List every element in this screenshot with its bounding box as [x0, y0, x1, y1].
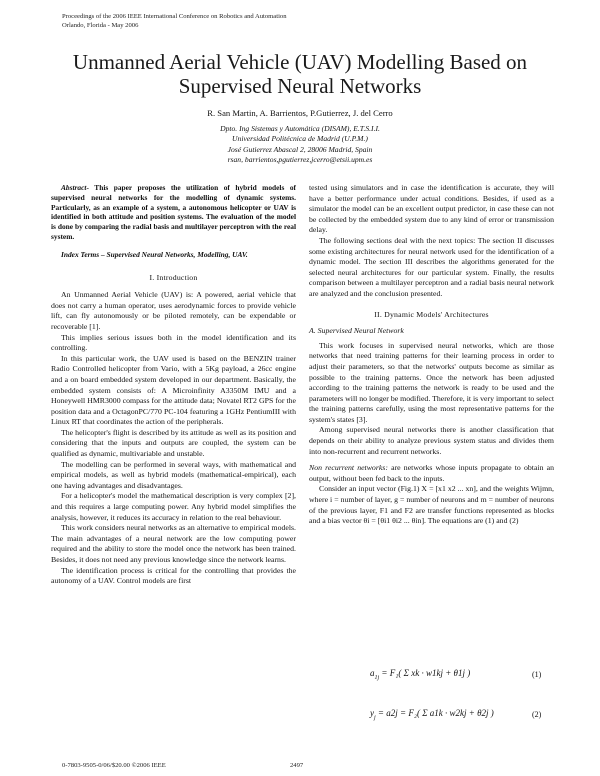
- paragraph: This work focuses in supervised neural networks, which are those networks that need training patterns for their learning process in order to adjust their parameters, so that the networks' outputs become as similar as possible to the training patterns. Once the network has been adjusted according to the training patterns the network is ready to be used and the parameters will no longer be modified. Therefore, it is very important to select the training patterns carefully, using the most representative patterns for the system's states [3].: [309, 340, 554, 424]
- index-terms: Index Terms – Supervised Neural Networks, Modelling, UAV.: [61, 249, 248, 259]
- equation-lhs: a: [370, 668, 375, 678]
- affiliation-line: Dpto. Ing Sistemas y Automática (DISAM), E.T.S.I.I.: [220, 124, 380, 133]
- paragraph: An Unmanned Aerial Vehicle (UAV) is: A powered, aerial vehicle that does not carry a human operator, uses aerodynamic forces to provide vehicle lift, can fly autonomously or be piloted remotely, can be expendable or recoverable [1].: [51, 290, 296, 331]
- location-line: Orlando, Florida - May 2006: [62, 22, 139, 29]
- paper-title: Unmanned Aerial Vehicle (UAV) Modelling Based on Supervised Neural Networks: [72, 50, 528, 98]
- equation-sub: 1j: [374, 674, 380, 681]
- paragraph: [309, 463, 554, 484]
- proceedings-header: [62, 12, 287, 30]
- paragraph: In this particular work, the UAV used is based on the BENZIN trainer Radio Controlled helicopter from Vario, with a 5Kg payload, a 26cc engine and a on board embedded system developed in our department. Basically, the embedded system consists of: A Microinfinity A3350M IMU and a Honeywell HMR3000 compass for the attitude data; Novatel RT2 GPS for the position data and a OctagonPC/770 PC-104 featuring a 1GHz PentiumIII with Linux RT that coordinates the action of the peripherals.: [51, 353, 296, 427]
- equation-sub: j: [374, 714, 376, 721]
- page-number: 2497: [290, 762, 304, 769]
- abstract-label: Abstract-: [61, 183, 89, 192]
- paragraph-text: are networks whose inputs propagate to obtain an output, without been fed back to the inputs.: [309, 463, 555, 483]
- paragraph: The helicopter's flight is described by its attitude as well as its position and considering that the inputs and outputs are coupled, the system can be qualified as dynamic, multivariable and unstable.: [51, 427, 296, 459]
- author-list: R. San Martin, A. Barrientos, P.Gutierrez, J. del Cerro: [207, 108, 393, 118]
- paragraph: The identification process is critical for the controlling that provides the autonomy of a UAV. Control models are first: [51, 565, 296, 586]
- paragraph: For a helicopter's model the mathematical description is very complex [2], and this requires a large computing power. Any hybrid model simplifies the analysis, however, it reduces its accuracy in relation to the real behaviour.: [51, 491, 296, 522]
- equation-lhs: y: [370, 708, 374, 718]
- equation-number: (2): [532, 710, 542, 719]
- section-heading-models: II. Dynamic Models' Architectures: [374, 309, 489, 319]
- paragraph: The modelling can be performed in several ways, with mathematical and empirical models, as well as hybrid models (mathematical-empirical), each one having advantages and disadvantages.: [51, 459, 296, 490]
- copyright-line: 0-7803-9505-0/06/$20.00 ©2006 IEEE: [62, 762, 166, 769]
- subsection-heading: A. Supervised Neural Network: [309, 326, 404, 336]
- paragraph: Among supervised neural networks there is another classification that depends on their ability to analyze previous system status and divides them into non-recurrent and recurrent networks.: [309, 425, 554, 456]
- paragraph: This work considers neural networks as an alternative to empirical models. The main advantages of a neural network are the low computing power required and the ability to store the model once the network has been trained. Besides, it does not need any previous knowledge since the network learns.: [51, 523, 296, 565]
- non-recurrent-label: Non recurrent networks:: [309, 463, 388, 473]
- affiliation-block: [30, 124, 570, 166]
- proceedings-line: Proceedings of the 2006 IEEE International Conference on Robotics and Automation: [62, 13, 287, 20]
- paragraph: Consider an input vector (Fig.1) X = [x1 x2 ... xn], and the weights Wijmn, where i = number of layer, g = number of neurons and m = number of neurons of the previous layer, F1 and F2 are transfer functions represented as blocks and a bias vector θi = [θi1 θi2 ... θin]. The equations are (1) and (2): [309, 484, 554, 526]
- right-column: [309, 183, 554, 527]
- equation-body: = F₁( Σ xk · w1kj + θ1j ): [381, 668, 471, 678]
- equation-1: [370, 668, 470, 681]
- affiliation-line: Universidad Politécnica de Madrid (U.P.M.): [232, 134, 368, 144]
- section-heading-introduction: I. Introduction: [149, 272, 198, 282]
- equation-body: = a2j = F₂( Σ a1k · w2kj + θ2j ): [377, 708, 494, 718]
- equation-number: (1): [532, 670, 542, 679]
- affiliation-email: rsan, barrientos,pgutierrez,jcerro@etsii.upm.es: [227, 155, 373, 165]
- paragraph: The following sections deal with the next topics: The section II discusses some existing architectures for neural network used for the identification of a dynamic model. The section III describes the algorithms generated for the selected neural architectures for our particular system. Finally, the results comparison between a multilayer perceptron and a radial basis neural network are analyzed and the conclusion presented.: [309, 235, 554, 298]
- equation-2: [370, 708, 494, 721]
- paragraph: tested using simulators and in case the identification is accurate, they will have a better performance under actual conditions. Besides, if used as a simulator the model can be an excellent output predictor, in case these can not be collected by the embedded system due to any kind of error or transmission delay.: [309, 183, 554, 235]
- left-column: [51, 183, 296, 587]
- paragraph: This implies serious issues both in the model identification and its controlling.: [51, 332, 296, 353]
- abstract-text: This paper proposes the utilization of hybrid models of supervised neural networks for the modelling of dynamic systems. Particularly, as an example of a system, a autonomous helicopter or UAV is identified in both attitude and position systems. The evaluation of the model is done by comparing the radial basis and multilayer perceptron with the real system.: [51, 183, 296, 241]
- abstract: [51, 183, 296, 242]
- affiliation-line: José Gutierrez Abascal 2, 28006 Madrid, Spain: [227, 144, 373, 154]
